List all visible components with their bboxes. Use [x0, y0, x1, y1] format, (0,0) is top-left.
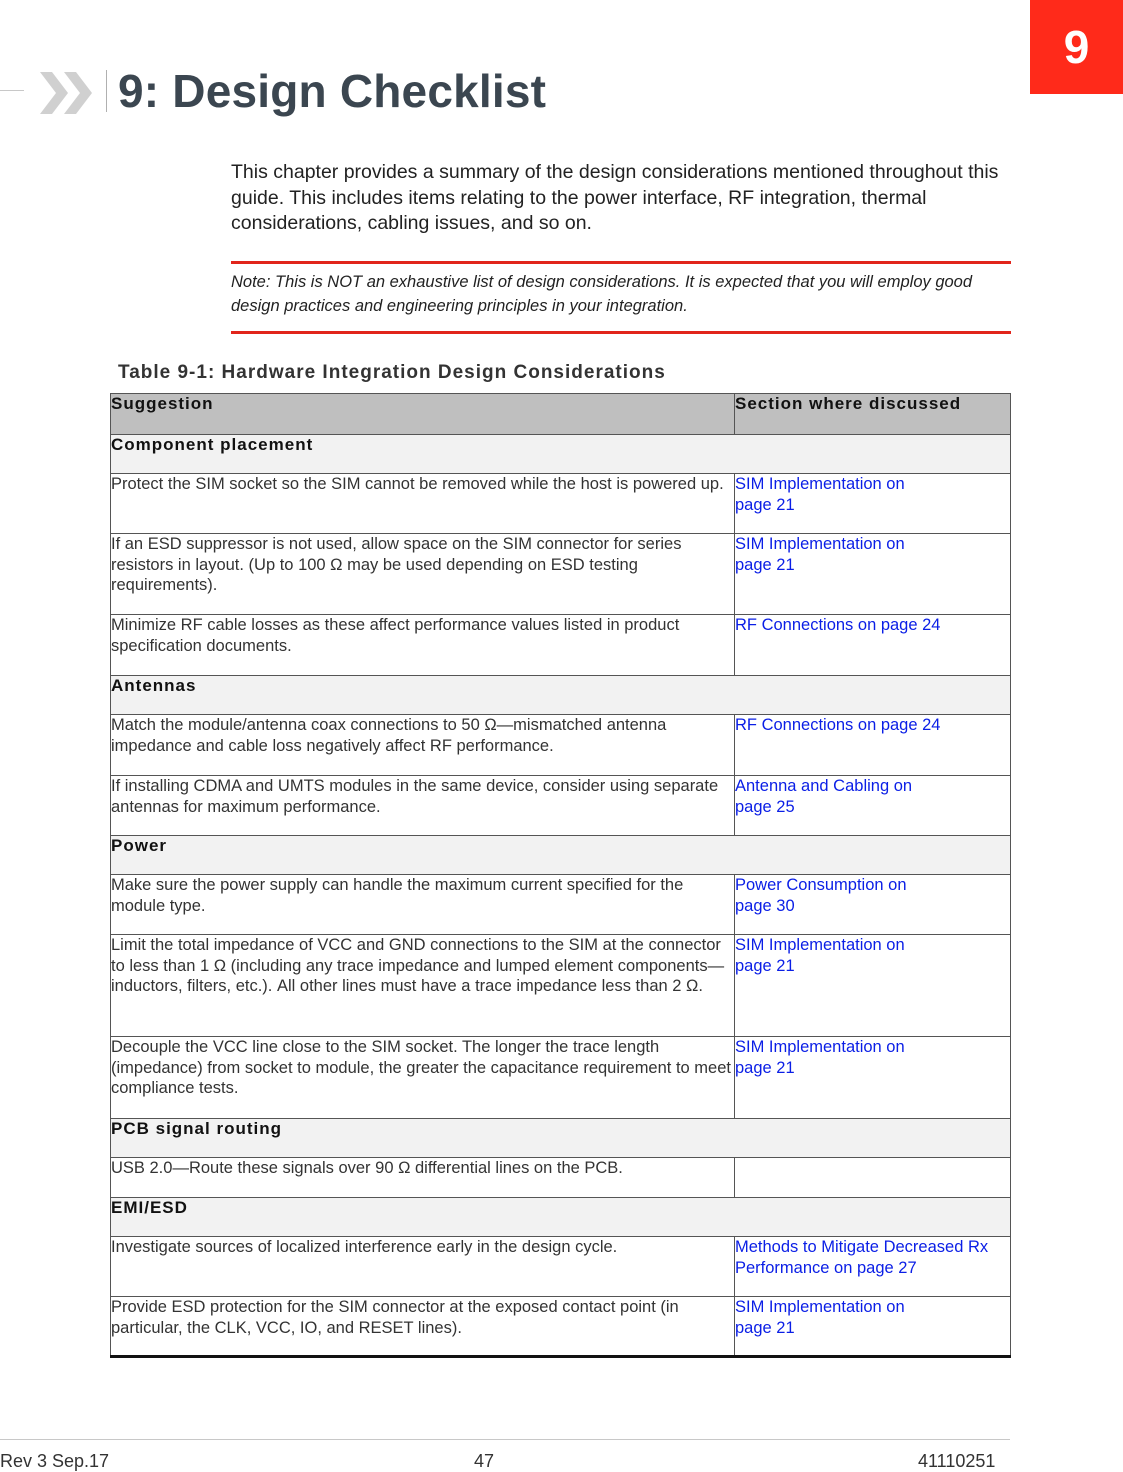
category-antennas: Antennas [111, 676, 1011, 715]
table-row [111, 534, 1011, 615]
note-text: Note: This is NOT an exhaustive list of design considerations. It is expected that you will employ good design practices and engineering principles in your integration. [231, 273, 973, 315]
category-row [111, 836, 1011, 875]
suggestion-cell: If installing CDMA and UMTS modules in the same device, consider using separate antennas for maximum performance. [111, 776, 735, 836]
suggestion-cell: Decouple the VCC line close to the SIM socket. The longer the trace length (impedance) from socket to module, the greater the capacitance requirement to meet compliance tests. [111, 1037, 735, 1119]
section-link[interactable]: Power Consumption on page 30 [735, 876, 907, 915]
chapter-tab: 9 [1030, 0, 1123, 94]
table-header-row [111, 394, 1011, 435]
suggestion-cell: Protect the SIM socket so the SIM cannot be removed while the host is powered up. [111, 474, 735, 534]
suggestion-cell: USB 2.0—Route these signals over 90 Ω differential lines on the PCB. [111, 1158, 735, 1198]
page-title: 9: Design Checklist [118, 65, 547, 117]
header-suggestion: Suggestion [111, 394, 735, 435]
category-pcb-signal-routing: PCB signal routing [111, 1119, 1011, 1158]
section-link[interactable]: SIM Implementation on page 21 [735, 936, 905, 975]
footer-rule [0, 1439, 1010, 1440]
category-row [111, 435, 1011, 474]
suggestion-cell: Investigate sources of localized interference early in the design cycle. [111, 1237, 735, 1297]
section-link[interactable]: Antenna and Cabling on page 25 [735, 777, 913, 816]
note-rule-bottom [231, 331, 1011, 334]
category-emi-esd: EMI/ESD [111, 1198, 1011, 1237]
title-divider [106, 70, 107, 112]
section-link[interactable]: RF Connections on page 24 [735, 616, 941, 634]
double-chevron-icon [38, 70, 98, 116]
section-link[interactable]: SIM Implementation on page 21 [735, 1298, 905, 1337]
table-row [111, 1237, 1011, 1297]
table-row [111, 1037, 1011, 1119]
header-line [0, 90, 24, 91]
section-link[interactable]: SIM Implementation on page 21 [735, 1038, 905, 1077]
suggestion-cell: Match the module/antenna coax connections to 50 Ω—mismatched antenna impedance and cable loss negatively affect RF performance. [111, 715, 735, 776]
table-caption: Table 9-1: Hardware Integration Design Considerations [118, 362, 666, 383]
suggestion-cell: If an ESD suppressor is not used, allow space on the SIM connector for series resistors in layout. (Up to 100 Ω may be used depending on ESD testing requirements). [111, 534, 735, 615]
empty-reference-cell [735, 1158, 1011, 1198]
table-row [111, 715, 1011, 776]
section-link[interactable]: SIM Implementation on page 21 [735, 475, 905, 514]
table-row [111, 474, 1011, 534]
category-component-placement: Component placement [111, 435, 1011, 474]
category-row [111, 676, 1011, 715]
category-row [111, 1198, 1011, 1237]
section-link[interactable]: Methods to Mitigate Decreased Rx Performance on page 27 [735, 1238, 989, 1277]
footer-page-number: 47 [474, 1451, 495, 1471]
table-row [111, 615, 1011, 676]
design-considerations-table [110, 393, 1011, 1358]
suggestion-cell: Make sure the power supply can handle the maximum current specified for the module type. [111, 875, 735, 935]
category-row [111, 1119, 1011, 1158]
footer-doc-number: 41110251 [918, 1451, 996, 1471]
note-rule-top [231, 261, 1011, 264]
table-row [111, 776, 1011, 836]
suggestion-cell: Limit the total impedance of VCC and GND connections to the SIM at the connector to less than 1 Ω (including any trace impedance and lumped element components—inductors, filters, etc.). All other lines must have a trace impedance less than 2 Ω. [111, 935, 735, 1037]
section-link[interactable]: RF Connections on page 24 [735, 716, 941, 734]
footer-revision: Rev 3 Sep.17 [0, 1451, 110, 1471]
section-link[interactable]: SIM Implementation on page 21 [735, 535, 905, 574]
intro-paragraph: This chapter provides a summary of the design considerations mentioned throughout this guide. This includes items relating to the power interface, RF integration, thermal considerations, cabling issues, and so on. [231, 161, 999, 234]
category-power: Power [111, 836, 1011, 875]
table-row [111, 1158, 1011, 1198]
suggestion-cell: Minimize RF cable losses as these affect performance values listed in product specification documents. [111, 615, 735, 676]
suggestion-cell: Provide ESD protection for the SIM connector at the exposed contact point (in particular, the CLK, VCC, IO, and RESET lines). [111, 1297, 735, 1357]
table-row [111, 935, 1011, 1037]
header-section: Section where discussed [735, 394, 1011, 435]
table-row [111, 875, 1011, 935]
table-row [111, 1297, 1011, 1357]
